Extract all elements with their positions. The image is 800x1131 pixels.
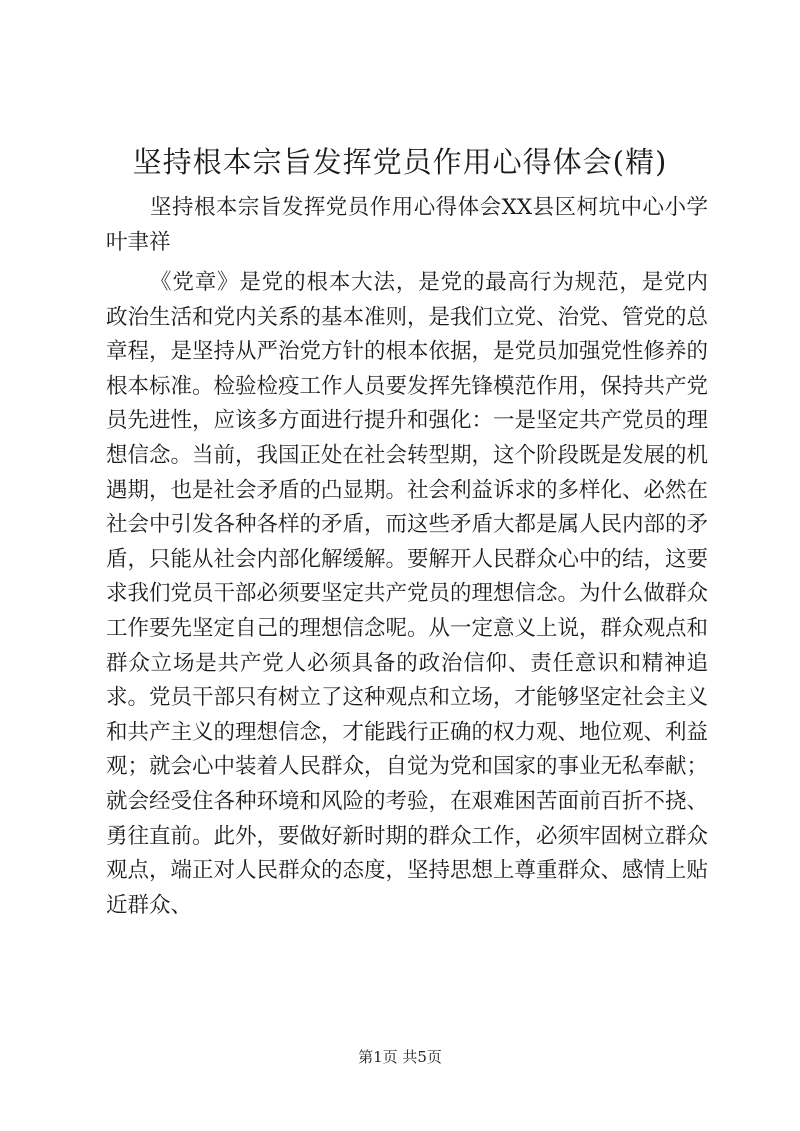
document-subtitle: 坚持根本宗旨发挥党员作用心得体会XX县区柯坑中心小学叶聿祥 — [106, 195, 708, 255]
page-footer: 第1页 共5页 — [358, 1048, 442, 1066]
document-title: 坚持根本宗旨发挥党员作用心得体会(精) — [132, 145, 668, 179]
body-paragraph: 《党章》是党的根本大法，是党的最高行为规范，是党内政治生活和党内关系的基本准则，是我们立党、治党、管党的总章程，是坚持从严治党方针的根本依据，是党员加强党性修养的根本标准。检验检疫工作人员要发挥先锋模范作用，保持共产党员先进性，应该多方面进行提升和强化：一是坚定共产党员的理想信念。当前，我国正处在社会转型期，这个阶段既是发展的机遇期，也是社会矛盾的凸显期。社会利益诉求的多样化、必然在社会中引发各种各样的矛盾，而这些矛盾大都是属人民内部的矛盾，只能从社会内部化解缓解。要解开人民群众心中的结，这要求我们党员干部必须要坚定共产党员的理想信念。为什么做群众工作要先坚定自己的理想信念呢。从一定意义上说，群众观点和群众立场是共产党人必须具备的政治信仰、责任意识和精神追求。党员干部只有树立了这种观点和立场，才能够坚定社会主义和共产主义的理想信念，才能践行正确的权力观、地位观、利益观；就会心中装着人民群众，自觉为党和国家的事业无私奉献；就会经受住各种环境和风险的考验，在艰难困苦面前百折不挠、勇往直前。此外，要做好新时期的群众工作，必须牢固树立群众观点，端正对人民群众的态度，坚持思想上尊重群众、感情上贴近群众、 — [106, 270, 709, 918]
